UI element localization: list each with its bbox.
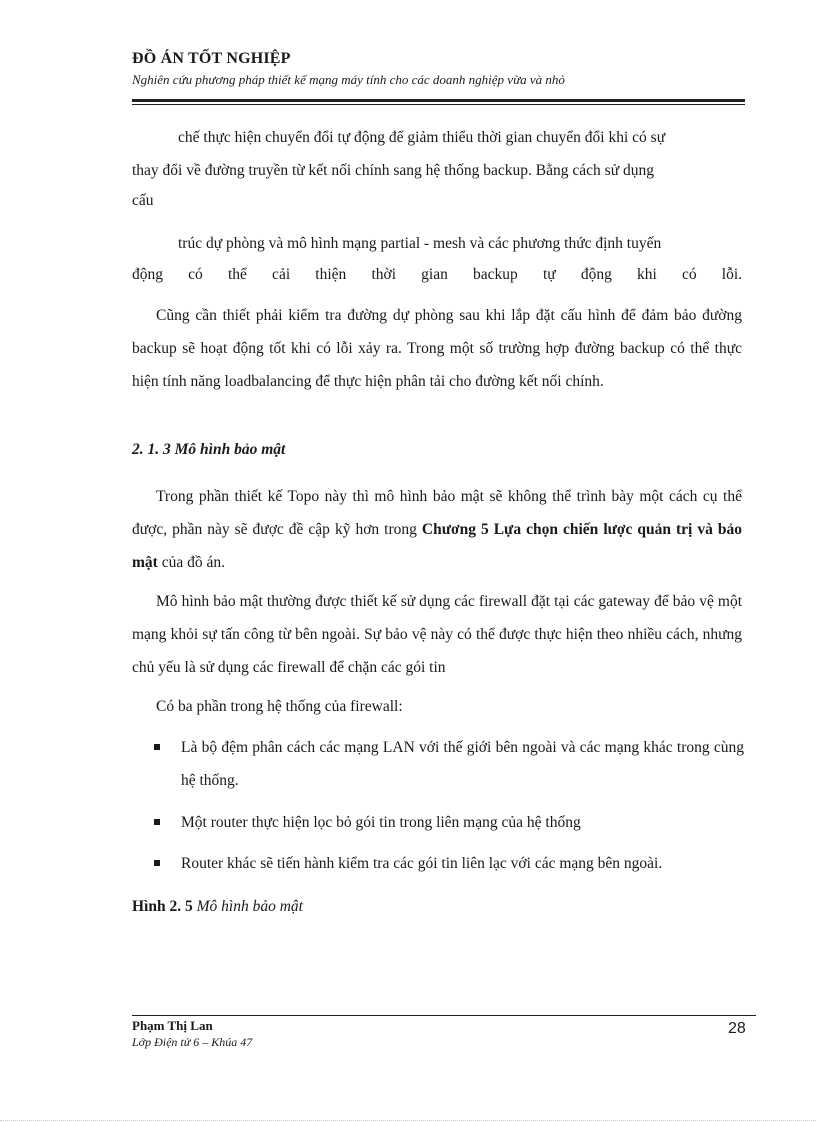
square-bullet-icon (154, 744, 160, 750)
footer-author: Phạm Thị Lan (132, 1018, 213, 1033)
paragraph-6: Có ba phần trong hệ thống của firewall: (156, 698, 403, 715)
paragraph-4 (132, 480, 742, 579)
paragraph-4-text-start: Trong phần thiết kế Topo này thì mô hình bảo mật sẽ không thể trình bày một cách cụ thể được, phần này sẽ được đề cập kỹ hơn trong (132, 488, 742, 538)
header-subtitle: Nghiên cứu phương pháp thiết kế mạng máy tính cho các doanh nghiệp vừa và nhỏ (132, 72, 565, 87)
bullet-item (154, 731, 744, 797)
paragraph-2-line-1: trúc dự phòng và mô hình mạng partial - mesh và các phương thức định tuyến (178, 235, 662, 252)
figure-caption (132, 898, 303, 916)
footer-class: Lớp Điện tử 6 – Khúa 47 (132, 1035, 253, 1049)
bullet-text: Là bộ đệm phân cách các mạng LAN với thế giới bên ngoài và các mạng khác trong cùng hệ thống. (181, 739, 744, 789)
paragraph-4-text-end: của đồ án. (157, 554, 225, 571)
paragraph-5: Mô hình bảo mật thường được thiết kế sử dụng các firewall đặt tại các gateway để bảo vệ một mạng khỏi sự tấn công từ bên ngoài. Sự bảo vệ này có thể được thực hiện theo nhiều cách, nhưng chủ yếu là sử dụng các firewall để chặn các gói tin (132, 593, 742, 676)
header-rule-thick (132, 99, 745, 102)
section-heading: 2. 1. 3 Mô hình bảo mật (132, 441, 286, 458)
paragraph-2-line-2: động có thể cải thiện thời gian backup tự động khi có lỗi. (132, 266, 742, 283)
page-bottom-border (0, 1120, 816, 1121)
bullet-item (154, 847, 744, 880)
paragraph-1-line-3: cấu (132, 192, 154, 209)
bullet-text: Router khác sẽ tiến hành kiểm tra các gói tin liên lạc với các mạng bên ngoài. (181, 855, 663, 872)
paragraph-1-line-2: thay đổi về đường truyền từ kết nối chính sang hệ thống backup. Bằng cách sử dụng (132, 162, 654, 179)
paragraph-3: Cũng cần thiết phải kiểm tra đường dự phòng sau khi lắp đặt cấu hình để đảm bảo đường backup sẽ hoạt động tốt khi có lỗi xảy ra. Trong một số trường hợp đường backup có thể thực hiện tính năng loadbalancing để thực hiện phân tải cho đường kết nối chính. (132, 307, 742, 390)
figure-caption-text: Mô hình bảo mật (196, 898, 303, 915)
square-bullet-icon (154, 819, 160, 825)
page-number: 28 (728, 1020, 746, 1037)
figure-caption-number: Hình 2. 5 (132, 898, 193, 915)
paragraph-4-bold-reference: Chương 5 Lựa chọn chiến lược quản trị và bảo mật (132, 521, 742, 571)
paragraph-1-line-1: chế thực hiện chuyển đổi tự động để giảm thiểu thời gian chuyển đổi khi có sự (178, 129, 666, 146)
header-title: ĐỒ ÁN TỐT NGHIỆP (132, 50, 291, 67)
square-bullet-icon (154, 860, 160, 866)
bullet-text: Một router thực hiện lọc bỏ gói tin trong liên mạng của hệ thống (181, 814, 581, 831)
header-rule-thin (132, 104, 745, 105)
footer-rule (132, 1015, 756, 1016)
bullet-item (154, 806, 744, 839)
